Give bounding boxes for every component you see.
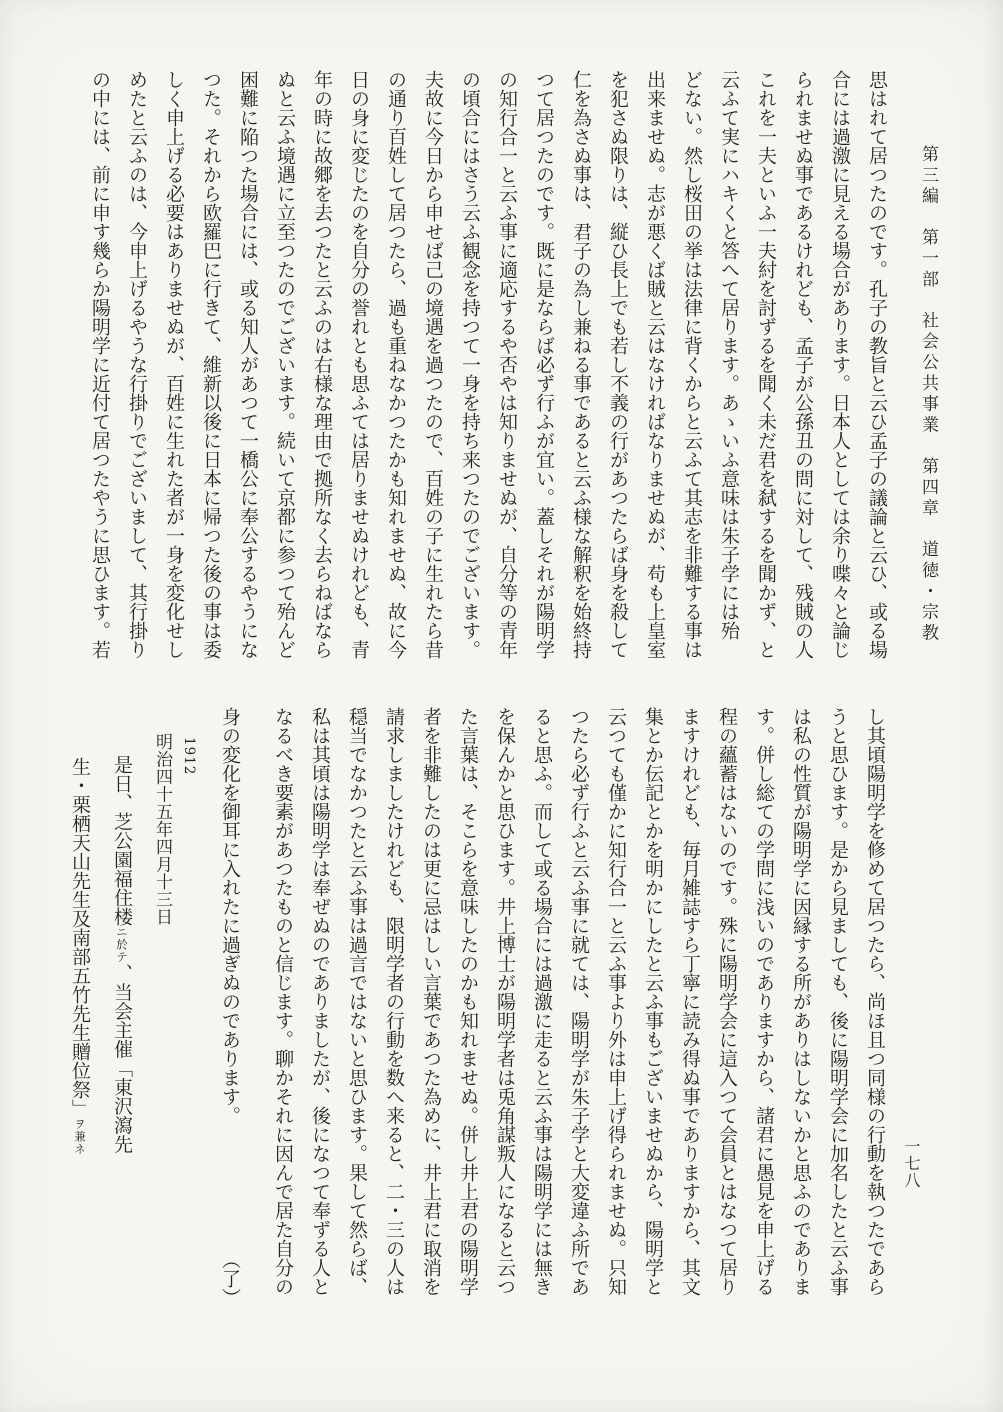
text-column: 思はれて居つたのです。孔子の教旨と云ひ孟子の議論と云ひ、或る場 (866, 70, 888, 659)
text-column: つた。それから欧羅巴に行きて、維新以後に日本に帰つた後の事は委 (200, 70, 222, 659)
colophon-note-1-text-cont: 、当会主催「東沢瀉先 (111, 963, 133, 1154)
text-column: ぬと云ふ境遇に立至つたのでございます。続いて京都に参つて殆んど (274, 70, 296, 659)
text-column: た言葉は、そこらを意味したのかも知れませぬ。併し井上君の陽明学 (457, 707, 479, 1296)
colophon-note-1-text: 是日、芝公園福住楼 (111, 755, 133, 926)
text-column: ますけれども、毎月雑誌すら丁寧に読み得ぬ事でありますから、其文 (679, 707, 701, 1296)
colophon-date-line: 明治四十五年四月十三日 (152, 733, 172, 926)
text-column: めたと云ふのは、今申上げるやうな行掛りでございまして、其行掛り (126, 70, 148, 659)
text-column: これを一夫といふ一夫紂を討ずるを聞く未だ君を弑するを聞かず、と (755, 70, 777, 659)
text-column: 仁を為さぬ事は、君子の為し兼ねる事であると云ふ様な解釈を始終持 (570, 70, 592, 659)
text-column: を犯さぬ限りは、縦ひ長上でも若し不義の行があつたらば身を殺して (607, 70, 629, 659)
text-column: 出来ませぬ。志が悪くば賊と云はなければなりませぬが、苟も上皇室 (644, 70, 666, 659)
year-annotation: 1912 (181, 737, 197, 776)
text-column: の通り百姓して居つたら、過も重ねなかつたかも知れませぬ、故に今 (385, 70, 407, 659)
colophon-note-2-text: 生・栗栖天山先生及南部五竹先生贈位祭」 (69, 757, 91, 1118)
text-column: ると思ふ。而して或る場合には過激に走ると云ふ事は陽明学には無き (531, 707, 553, 1296)
text-column: 集とか伝記とかを明かにしたと云ふ事もございませぬから、陽明学と (642, 707, 664, 1296)
top-text-block (81, 70, 895, 668)
text-column-text: 身の変化を御耳に入れたに過ぎぬのであります。 (219, 707, 241, 1125)
text-column: 私は其頃は陽明学は奉ぜぬのでありましたが、後になつて奉ずる人と (309, 707, 331, 1296)
text-column: 日の身に変じたのを自分の誉れとも思ふては居りませぬけれども、青 (348, 70, 370, 659)
text-column: なるべき要素があつたものと信じます。聊かそれに因んで居た自分の (272, 707, 294, 1296)
text-column: 穏当でなかつたと云ふ事は過言ではないと思ひます。果して然らば、 (346, 707, 368, 1296)
text-column: つたら必ず行ふと云ふ事に就ては、陽明学が朱子学と大変違ふ所であ (568, 707, 590, 1296)
colophon-small-kana: ニ於テ (115, 926, 129, 964)
page-number: 一七八 (902, 1138, 921, 1189)
text-column: うと思ひます。是から見ましても、後に陽明学会に加名したと云ふ事 (827, 707, 849, 1296)
text-column: 者を非難したのは更に忌はしい言葉であつた為めに、井上君に取消を (420, 707, 442, 1296)
text-column: を保んかと思ひます。井上博士が陽明学者は兎角謀叛人になると云つ (494, 707, 516, 1296)
text-column: の知行合一と云ふ事に適応するや否やは知りませぬが、自分等の青年 (496, 70, 518, 659)
text-column: しく申上げる必要はありませぬが、百姓に生れた者が一身を変化せし (163, 70, 185, 659)
text-column: す。併し総ての学問に浅いのでありますから、諸君に愚見を申上げる (753, 707, 775, 1296)
text-column: つて居つたのです。既に是ならば必ず行ふが宜い。蓋しそれが陽明学 (533, 70, 555, 659)
text-column: 夫故に今日から申せば己の境遇を過つたので、百姓の子に生れたら昔 (422, 70, 444, 659)
text-column: 合には過激に見える場合があります。日本人としては余り喋々と論じ (829, 70, 851, 659)
text-column: 請求しましたけれども、限明学者の行動を数へ来ると、二・三の人は (383, 707, 405, 1296)
text-column: し其頃陽明学を修めて居つたら、尚ほ且つ同様の行動を執つたであら (864, 707, 886, 1296)
text-column: の頃合にはさう云ふ観念を持つて一身を持ち来つたのでございます。 (459, 70, 481, 659)
chapter-header: 第三編 第一部 社会公共事業 第四章 道徳・宗教 (918, 145, 938, 645)
text-column: 云つても僅かに知行合一と云ふ事より外は申上げ得られませぬ。只知 (605, 707, 627, 1296)
colophon-note-line-1 (110, 755, 134, 1153)
text-column: どない。然し桜田の挙は法律に背くからと云ふて其志を非難する事は (681, 70, 703, 659)
text-column: られませぬ事であるけれども、孟子が公孫丑の問に対して、残賊の人 (792, 70, 814, 659)
text-column-last (211, 707, 248, 1307)
end-mark: （了） (219, 1250, 241, 1307)
colophon-note-line-2 (68, 757, 92, 1155)
text-column: の中には、前に申す幾らか陽明学に近付て居つたやうに思ひます。若 (89, 70, 111, 659)
text-column: 年の時に故郷を去つたと云ふのは右様な理由で拠所なく去らねばなら (311, 70, 333, 659)
bottom-text-block (211, 707, 893, 1307)
text-column: 困難に陥つた場合には、或る知人があつて一橋公に奉公するやうにな (237, 70, 259, 659)
colophon-small-kana: ヲ兼ネ (73, 1118, 87, 1156)
text-column: 程の蘊蓄はないのです。殊に陽明学会に這入つて会員とはなつて居り (716, 707, 738, 1296)
text-column: 云ふて実にハキくと答へて居ります。あゝいふ意味は朱子学には殆 (718, 70, 740, 640)
text-column: は私の性質が陽明学に因縁する所がありはしないかと思ふのでありま (790, 707, 812, 1296)
